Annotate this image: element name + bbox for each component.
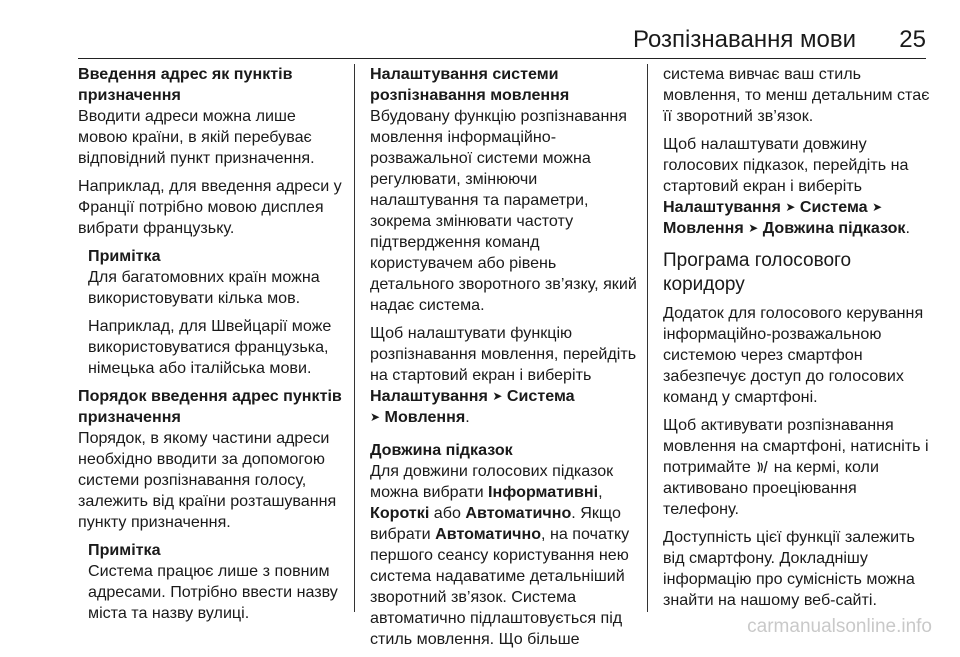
text: , на початку першого сеансу користування нею система надаватиме детальніший зворотний зв’язок. Система автоматично підлаштовується під стиль мовлення. Що більше (370, 525, 630, 648)
section-heading: Програма голосового коридору (663, 250, 852, 295)
option-auto: Автоматично (435, 525, 542, 543)
text: Для довжини голосових підказок можна вибрати (370, 462, 614, 501)
option-auto: Автоматично (465, 504, 572, 522)
paragraph: система вивчає ваш стиль мовлення, то менш детальним стає її зворотний зв’язок. (663, 65, 930, 125)
note-label: Примітка (88, 541, 161, 559)
page-header (0, 0, 960, 60)
paragraph: Порядок, в якому частини адреси необхідно вводити за допомогою системи розпізнавання голосу, залежить від країни розташування пункту призначення. (78, 429, 337, 531)
text: Щоб налаштувати довжину голосових підказок, перейдіть на стартовий екран і виберіть (663, 135, 909, 195)
section-heading: Налаштування системи розпізнавання мовлення (370, 65, 570, 104)
text: . (905, 219, 910, 237)
note-text: Система працює лише з повним адресами. Потрібно ввести назву міста та назву вулиці. (88, 562, 338, 622)
menu-arrow-icon: ➤ (748, 221, 759, 235)
text: Щоб активувати розпізнавання мовлення на смартфоні, натисніть і потримайте (663, 416, 929, 476)
paragraph (370, 323, 638, 428)
note-text: Наприклад, для Швейцарії може використовуватися французька, німецька або італійська мови. (88, 317, 332, 377)
option-short: Короткі (370, 504, 430, 522)
note-block (78, 246, 344, 379)
note-block (78, 540, 344, 624)
header-divider (78, 58, 926, 59)
text: . (465, 408, 470, 426)
text: на кермі, коли активовано проеціювання телефону. (663, 458, 879, 518)
menu-path-system: Система (799, 198, 868, 216)
menu-arrow-icon: ➤ (872, 200, 883, 214)
menu-path-settings: Налаштування (370, 387, 488, 405)
paragraph (663, 415, 931, 520)
text: Щоб налаштувати функцію розпізнавання мовлення, перейдіть на стартовий екран і виберіть (370, 324, 637, 384)
paragraph: Наприклад, для введення адреси у Франції потрібно мовою дисплея вибрати французьку. (78, 177, 342, 237)
text: , (598, 483, 603, 501)
page-title: Розпізнавання мови (633, 26, 856, 53)
text: або (429, 504, 466, 522)
note-label: Примітка (88, 247, 161, 265)
column-left (78, 64, 344, 631)
menu-path-system: Система (506, 387, 575, 405)
paragraph: Вводити адреси можна лише мовою країни, в якій перебуває відповідний пункт призначення. (78, 107, 315, 167)
column-divider (354, 64, 355, 612)
column-middle (370, 64, 638, 657)
voice-command-icon (755, 460, 769, 474)
paragraph: Доступність цієї функції залежить від смартфону. Докладнішу інформацію про сумісність можна знайти на нашому веб-сайті. (663, 528, 915, 609)
section-heading: Порядок введення адрес пунктів призначення (78, 387, 342, 426)
section-heading: Введення адрес як пунктів призначення (78, 65, 293, 104)
paragraph: Вбудовану функцію розпізнавання мовлення інформаційно-розважальної системи можна регулювати, змінюючи налаштування та параметри, зокрема змінювати частоту підтвердження команд користувачем або рівень детального зворотного зв’язку, який надає система. (370, 107, 637, 314)
text: . Якщо вибрати (370, 504, 621, 543)
paragraph (663, 134, 931, 239)
note-text: Для багатомовних країн можна використовувати кілька мов. (88, 268, 320, 307)
option-detailed: Інформативні (488, 483, 599, 501)
section-heading: Довжина підказок (370, 441, 513, 459)
watermark: carmanualsonline.info (747, 616, 932, 637)
menu-path-prompt-length: Довжина підказок (762, 219, 906, 237)
menu-arrow-icon: ➤ (785, 200, 796, 214)
menu-path-settings: Налаштування (663, 198, 781, 216)
paragraph: Додаток для голосового керування інформаційно-розважальною системою через смартфон забезпечує доступ до голосових команд у смартфоні. (663, 304, 924, 406)
page-number: 25 (899, 26, 926, 53)
menu-path-speech: Мовлення (663, 219, 744, 237)
paragraph (370, 461, 638, 650)
menu-path-speech: Мовлення (384, 408, 466, 426)
column-right (663, 64, 931, 618)
menu-arrow-icon: ➤ (370, 410, 381, 424)
menu-arrow-icon: ➤ (492, 389, 503, 403)
column-divider (647, 64, 648, 612)
